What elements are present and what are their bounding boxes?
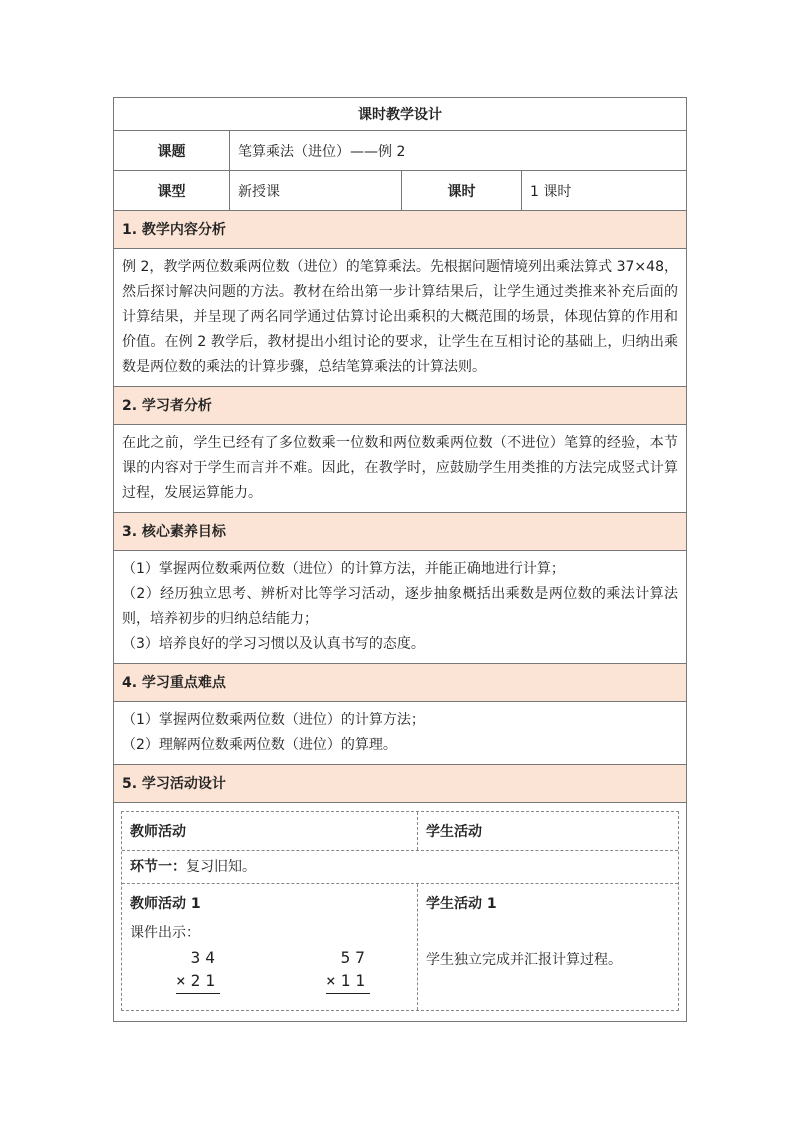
section-body [113, 425, 687, 513]
vertical-multiplication [326, 946, 370, 994]
paragraph: （2）经历独立思考、辨析对比等学习活动，逐步抽象概括出乘数是两位数的乘法计算法则，培养初步的归纳总结能力； [122, 586, 678, 627]
multiplication-problems [130, 946, 409, 1000]
paragraph: （2）理解两位数乘两位数（进位）的算理。 [122, 737, 397, 753]
section-heading: 3. 核心素养目标 [113, 513, 687, 551]
teacher-activity-cell [122, 884, 417, 1010]
hours-label: 课时 [401, 171, 521, 210]
lesson-plan-table [113, 97, 687, 1022]
multiplier: ×11 [326, 970, 370, 994]
section-body [113, 551, 687, 664]
topic-value: 笔算乘法（进位）——例 2 [229, 131, 686, 170]
paragraph: 例 2，教学两位数乘两位数（进位）的笔算乘法。先根据问题情境列出乘法算式 37×48，然后探讨解决问题的方法。教材在给出第一步计算结果后，让学生通过类推来补充后面的计算结果，并呈现了两名同学通过估算讨论出乘积的大概范围的场景，体现估算的作用和价值。在例 2 教学后，教材提出小组讨论的要求，让学生在互相讨论的基础上，归纳出乘数是两位数的乘法的计算步骤，总结笔算乘法的计算法则。 [122, 259, 678, 375]
multiplier: ×21 [176, 970, 220, 994]
section-body [113, 249, 687, 387]
teacher-activity-header: 教师活动 [130, 824, 186, 840]
student-activity-cell [417, 884, 678, 1010]
activity-table [121, 811, 679, 1011]
paragraph: （3）培养良好的学习习惯以及认真书写的态度。 [122, 636, 425, 652]
type-value: 新授课 [229, 171, 401, 210]
multiplicand: 34 [190, 948, 220, 967]
student-activity-label: 学生活动 1 [426, 896, 497, 912]
activity-section [113, 803, 687, 1022]
section-heading: 2. 学习者分析 [113, 387, 687, 425]
step-row [122, 850, 678, 883]
topic-label: 课题 [157, 143, 186, 160]
topic-row [113, 131, 687, 171]
vertical-multiplication [176, 946, 220, 994]
section-heading: 4. 学习重点难点 [113, 664, 687, 702]
multiplicand: 57 [340, 948, 370, 967]
type-row [113, 171, 687, 211]
section-heading: 5. 学习活动设计 [113, 765, 687, 803]
type-label: 课型 [157, 183, 186, 200]
section-body [113, 702, 687, 765]
table-title: 课时教学设计 [113, 97, 687, 131]
teacher-activity-label: 教师活动 1 [130, 896, 201, 912]
paragraph: 在此之前，学生已经有了多位数乘一位数和两位数乘两位数（不进位）笔算的经验，本节课的内容对于学生而言并不难。因此，在教学时，应鼓励学生用类推的方法完成竖式计算过程，发展运算能力。 [122, 435, 678, 501]
courseware-label: 课件出示： [130, 925, 200, 941]
student-activity-text: 学生独立完成并汇报计算过程。 [426, 952, 622, 968]
activity-header-row [122, 812, 678, 850]
hours-value: 1 课时 [521, 171, 686, 210]
section-heading: 1. 教学内容分析 [113, 211, 687, 249]
student-activity-header: 学生活动 [417, 812, 678, 850]
paragraph: （1）掌握两位数乘两位数（进位）的计算方法，并能正确地进行计算； [122, 561, 565, 577]
step-text: 复习旧知。 [186, 859, 256, 875]
activity-content-row [122, 883, 678, 1010]
step-title [122, 851, 256, 883]
paragraph: （1）掌握两位数乘两位数（进位）的计算方法； [122, 712, 425, 728]
step-label: 环节一： [130, 859, 186, 875]
